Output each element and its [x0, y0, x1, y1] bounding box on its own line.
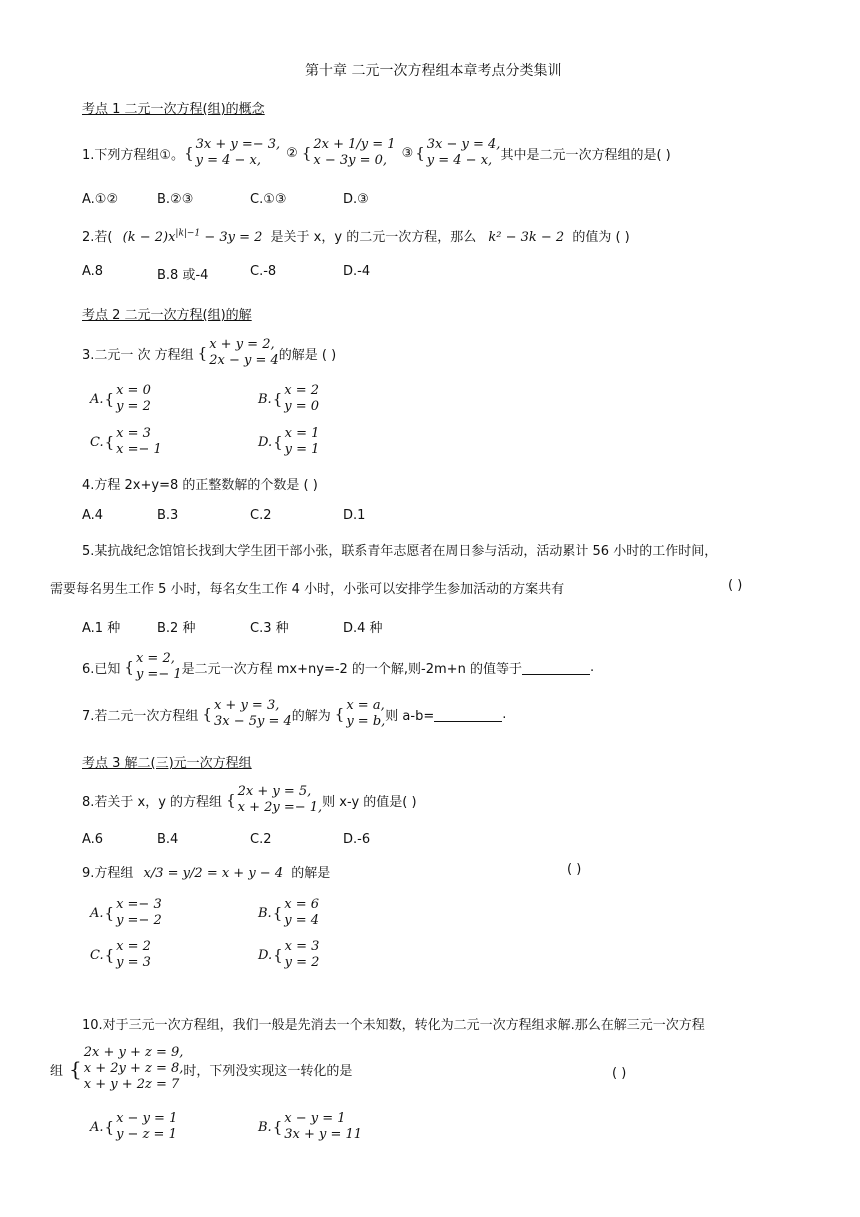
q7-system: { x + y = 3, 3x − 5y = 4: [202, 698, 292, 729]
q7-sys-line1: x + y = 3,: [213, 698, 280, 713]
q9-option-b-label: B.: [258, 905, 272, 921]
q3-option-c-line1: x = 3: [116, 426, 151, 441]
q3-option-a-line1: x = 0: [116, 383, 151, 398]
question-6: [82, 650, 594, 684]
q5-option-b: B.2 种: [157, 621, 196, 636]
q7-suffix: 则 a-b=: [385, 708, 435, 724]
q10-sys-line1: 2x + y + z = 9,: [83, 1045, 184, 1060]
q2-exponent: |k|−1: [175, 228, 201, 239]
q9-option-b-line1: x = 6: [284, 897, 319, 912]
q9-option-b-line2: y = 4: [284, 913, 320, 928]
question-9: [82, 862, 330, 881]
q7-middle: 的解为: [291, 708, 331, 724]
q3-prefix: 3.二元一 次 方程组: [82, 347, 194, 363]
q9-option-a: A. { x =− 3 y =− 2: [90, 897, 162, 928]
q2-option-a: A.8: [82, 264, 104, 279]
section-heading-1: 考点 1 二元一次方程(组)的概念: [82, 102, 265, 117]
q4-option-a: A.4: [82, 508, 104, 523]
q7-sys2-line1: x = a,: [346, 698, 385, 713]
q5-option-a: A.1 种: [82, 621, 121, 636]
q1-mark-3: ③: [401, 145, 414, 161]
q2-prefix: 2.若(: [82, 230, 113, 245]
question-8: [82, 783, 417, 817]
q3-option-a-label: A.: [90, 391, 104, 407]
q9-paren: ( ): [567, 862, 582, 877]
q3-option-d-line2: y = 1: [284, 442, 320, 457]
q1-suffix: 其中是二元一次方程组的是( ): [500, 147, 671, 163]
q3-option-b-label: B.: [258, 391, 272, 407]
q1-prefix: 1.下列方程组①。: [82, 147, 185, 163]
q3-sys-line2: 2x − y = 4: [209, 353, 279, 368]
q6-sys-line1: x = 2,: [135, 651, 175, 666]
q9-option-c: C. { x = 2 y = 3: [90, 939, 151, 970]
q10-option-a-line1: x − y = 1: [116, 1111, 178, 1126]
q6-suffix: 是二元一次方程 mx+ny=-2 的一个解,则-2m+n 的值等于: [181, 661, 522, 677]
q2-expression: (k − 2)x: [122, 230, 176, 245]
q8-option-c: C.2: [250, 832, 272, 847]
q9-option-d-line2: y = 2: [284, 955, 320, 970]
q3-option-b: B. { x = 2 y = 0: [258, 383, 320, 414]
q10-option-a: A. { x − y = 1 y − z = 1: [90, 1111, 178, 1142]
q1-sys1-line1: 3x + y =− 3,: [195, 137, 281, 152]
q1-sys3-line2: y = 4 − x,: [426, 153, 493, 168]
q9-option-b: B. { x = 6 y = 4: [258, 897, 320, 928]
question-3: [82, 336, 336, 370]
question-10-line2: [50, 1043, 352, 1095]
q2-middle: 是关于 x，y 的二元一次方程，那么: [270, 230, 477, 245]
q8-prefix: 8.若关于 x，y 的方程组: [82, 794, 223, 810]
q9-option-c-line1: x = 2: [116, 939, 151, 954]
q1-system-1: { 3x + y =− 3, y = 4 − x,: [184, 137, 281, 168]
q10-option-b-line2: 3x + y = 11: [284, 1127, 363, 1142]
page-title: 第十章 二元一次方程组本章考点分类集训: [305, 63, 562, 79]
q6-system: { x = 2, y =− 1: [124, 651, 182, 682]
q3-option-b-line2: y = 0: [284, 399, 320, 414]
q8-option-a: A.6: [82, 832, 104, 847]
q10-option-a-line2: y − z = 1: [116, 1127, 177, 1142]
question-4: 4.方程 2x+y=8 的正整数解的个数是 ( ): [82, 478, 318, 493]
q1-sys2-line1: 2x + 1/y = 1: [313, 137, 396, 152]
q9-option-a-label: A.: [90, 905, 104, 921]
q3-option-b-line1: x = 2: [284, 383, 319, 398]
q4-option-c: C.2: [250, 508, 272, 523]
q3-suffix: 的解是 ( ): [278, 347, 337, 363]
q10-option-b-line1: x − y = 1: [284, 1111, 346, 1126]
question-5-line1: 5.某抗战纪念馆馆长找到大学生团干部小张，联系青年志愿者在周日参与活动，活动累计 56 小时的工作时间，: [82, 544, 718, 559]
q10-system: { 2x + y + z = 9, x + 2y + z = 8, x + y + 2z = 7: [69, 1045, 184, 1092]
q6-answer-blank[interactable]: [522, 660, 590, 675]
q9-option-c-label: C.: [90, 947, 104, 963]
q9-option-a-line2: y =− 2: [116, 913, 162, 928]
q8-system: { 2x + y = 5, x + 2y =− 1,: [226, 784, 323, 815]
q9-option-d-label: D.: [258, 947, 273, 963]
q3-option-a-line2: y = 2: [116, 399, 151, 414]
question-10-line1: 10.对于三元一次方程组，我们一般是先消去一个未知数，转化为二元一次方程组求解.那么在解三元一次方程: [82, 1018, 705, 1033]
q6-end: .: [589, 659, 595, 675]
q10-option-b: B. { x − y = 1 3x + y = 11: [258, 1111, 363, 1142]
q2-expression-k: k² − 3k − 2: [488, 230, 565, 245]
q2-expression-rest: − 3y = 2: [200, 230, 263, 245]
q9-option-d-line1: x = 3: [284, 939, 320, 954]
q3-option-c: C. { x = 3 x =− 1: [90, 426, 162, 457]
q9-suffix: 的解是: [291, 866, 331, 881]
q9-expression: x/3 = y/2 = x + y − 4: [143, 866, 284, 881]
q8-suffix: 则 x-y 的值是( ): [322, 794, 417, 810]
q1-sys3-line1: 3x − y = 4,: [426, 137, 501, 152]
section-heading-3: 考点 3 解二(三)元一次方程组: [82, 756, 252, 771]
q7-sys2-line2: y = b,: [346, 714, 386, 729]
q8-sys-line1: 2x + y = 5,: [237, 784, 312, 799]
q10-sys-line3: x + y + 2z = 7: [83, 1077, 180, 1092]
q8-option-b: B.4: [157, 832, 179, 847]
question-5-line2: 需要每名男生工作 5 小时，每名女生工作 4 小时，小张可以安排学生参加活动的方案共有: [50, 582, 565, 597]
section-heading-2: 考点 2 二元一次方程(组)的解: [82, 308, 252, 323]
q6-sys-line2: y =− 1: [135, 667, 182, 682]
q1-mark-2: ②: [286, 145, 298, 161]
q7-end: .: [502, 706, 507, 722]
q1-system-2: { 2x + 1/y = 1 x − 3y = 0,: [301, 137, 396, 168]
q5-option-d: D.4 种: [343, 621, 383, 636]
q3-system: { x + y = 2, 2x − y = 4: [197, 337, 279, 368]
q1-option-d: D.③: [343, 192, 369, 207]
q9-option-d: D. { x = 3 y = 2: [258, 939, 320, 970]
q3-option-d-label: D.: [258, 434, 273, 450]
q3-sys-line1: x + y = 2,: [209, 337, 275, 352]
q10-option-a-label: A.: [90, 1119, 104, 1135]
q3-option-c-line2: x =− 1: [116, 442, 162, 457]
q2-suffix: 的值为 ( ): [572, 230, 630, 245]
q3-option-a: A. { x = 0 y = 2: [90, 383, 151, 414]
q7-answer-blank[interactable]: [434, 707, 502, 722]
q4-option-d: D.1: [343, 508, 366, 523]
q9-option-a-line1: x =− 3: [116, 897, 162, 912]
q1-option-c: C.①③: [250, 192, 287, 207]
q8-option-d: D.-6: [343, 832, 371, 847]
q1-system-3: { 3x − y = 4, y = 4 − x,: [415, 137, 501, 168]
q1-sys1-line2: y = 4 − x,: [195, 153, 262, 168]
q9-prefix: 9.方程组: [82, 866, 134, 881]
q10-prefix: 组: [50, 1063, 64, 1079]
q2-option-b: B.8 或-4: [157, 268, 209, 283]
q7-prefix: 7.若二元一次方程组: [82, 708, 199, 724]
q10-suffix: 时，下列没实现这一转化的是: [183, 1063, 353, 1079]
q3-option-c-label: C.: [90, 434, 104, 450]
q7-system-2: { x = a, y = b,: [334, 698, 386, 729]
q1-option-a: A.①②: [82, 192, 119, 207]
q2-option-c: C.-8: [250, 264, 277, 279]
q7-sys-line2: 3x − 5y = 4: [213, 714, 292, 729]
q6-prefix: 6.已知: [82, 661, 121, 677]
question-7: [82, 697, 506, 731]
q3-option-d-line1: x = 1: [284, 426, 320, 441]
q2-option-d: D.-4: [343, 264, 371, 279]
question-2: [82, 226, 630, 245]
q10-option-b-label: B.: [258, 1119, 272, 1135]
question-1: [82, 136, 671, 170]
q8-sys-line2: x + 2y =− 1,: [237, 800, 323, 815]
q9-option-c-line2: y = 3: [116, 955, 151, 970]
question-5-paren: ( ): [728, 578, 743, 593]
q4-option-b: B.3: [157, 508, 179, 523]
q10-sys-line2: x + 2y + z = 8,: [83, 1061, 184, 1076]
q1-sys2-line2: x − 3y = 0,: [313, 153, 388, 168]
q1-option-b: B.②③: [157, 192, 194, 207]
q3-option-d: D. { x = 1 y = 1: [258, 426, 320, 457]
q10-paren: ( ): [612, 1066, 627, 1081]
q5-option-c: C.3 种: [250, 621, 289, 636]
